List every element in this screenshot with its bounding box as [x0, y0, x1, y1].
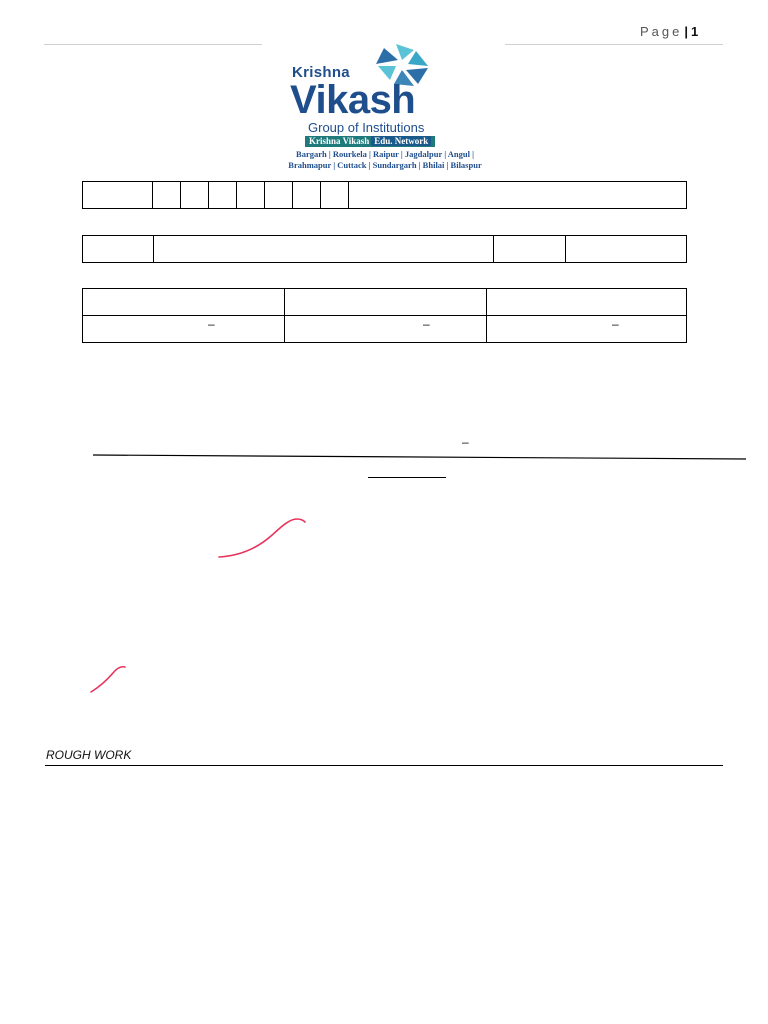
dash-mark: –: [612, 317, 619, 331]
marks-header-cell: [487, 289, 687, 316]
short-underline: [368, 477, 446, 478]
roll-digit-cell[interactable]: [209, 182, 237, 209]
marks-value-cell[interactable]: [83, 316, 285, 343]
extra-value-cell[interactable]: [566, 236, 687, 263]
pen-stroke-mark: [87, 662, 133, 696]
roll-digit-cell[interactable]: [321, 182, 349, 209]
marks-header-cell: [285, 289, 487, 316]
institution-logo: [262, 40, 508, 172]
logo-network-bar: [305, 136, 435, 147]
page-word: Page: [640, 24, 683, 39]
logo-cities-line1: Bargarh | Rourkela | Raipur | Jagdalpur | Angul |: [296, 149, 474, 159]
logo-name-small: Krishna: [292, 64, 350, 81]
roll-label-cell: [83, 182, 153, 209]
page-number: 1: [691, 24, 699, 39]
logo-subtitle: Group of Institutions: [308, 120, 425, 135]
dash-mark: –: [208, 317, 215, 331]
rough-work-rule: [45, 765, 723, 766]
extra-label-cell: [494, 236, 566, 263]
marks-header-cell: [83, 289, 285, 316]
name-label-cell: [83, 236, 154, 263]
roll-digit-cell[interactable]: [293, 182, 321, 209]
logo-bar-right: Edu. Network: [371, 136, 431, 146]
roll-extra-cell: [349, 182, 687, 209]
roll-digit-cell[interactable]: [237, 182, 265, 209]
marks-value-cell[interactable]: [487, 316, 687, 343]
dash-mark: –: [462, 435, 469, 449]
long-rule: [90, 452, 750, 464]
logo-name-big: Vikash: [290, 78, 416, 122]
marks-table: [82, 288, 687, 343]
page-number-label: [640, 24, 698, 39]
pen-stroke-mark: [215, 514, 309, 562]
roll-digit-cell[interactable]: [265, 182, 293, 209]
rough-work-label: ROUGH WORK: [46, 748, 132, 762]
marks-value-cell[interactable]: [285, 316, 487, 343]
roll-digit-cell[interactable]: [153, 182, 181, 209]
logo-cities-line2: Brahmapur | Cuttack | Sundargarh | Bhilai | Bilaspur: [288, 160, 482, 170]
roll-digit-cell[interactable]: [181, 182, 209, 209]
page-separator: |: [684, 24, 689, 39]
dash-mark: –: [423, 317, 430, 331]
header-rule-left: [44, 44, 262, 45]
name-value-cell[interactable]: [154, 236, 494, 263]
roll-number-table: [82, 181, 687, 209]
logo-bar-left: Krishna Vikash: [309, 136, 370, 146]
header-rule-right: [505, 44, 723, 45]
logo-cities: [262, 149, 508, 171]
name-table: [82, 235, 687, 263]
